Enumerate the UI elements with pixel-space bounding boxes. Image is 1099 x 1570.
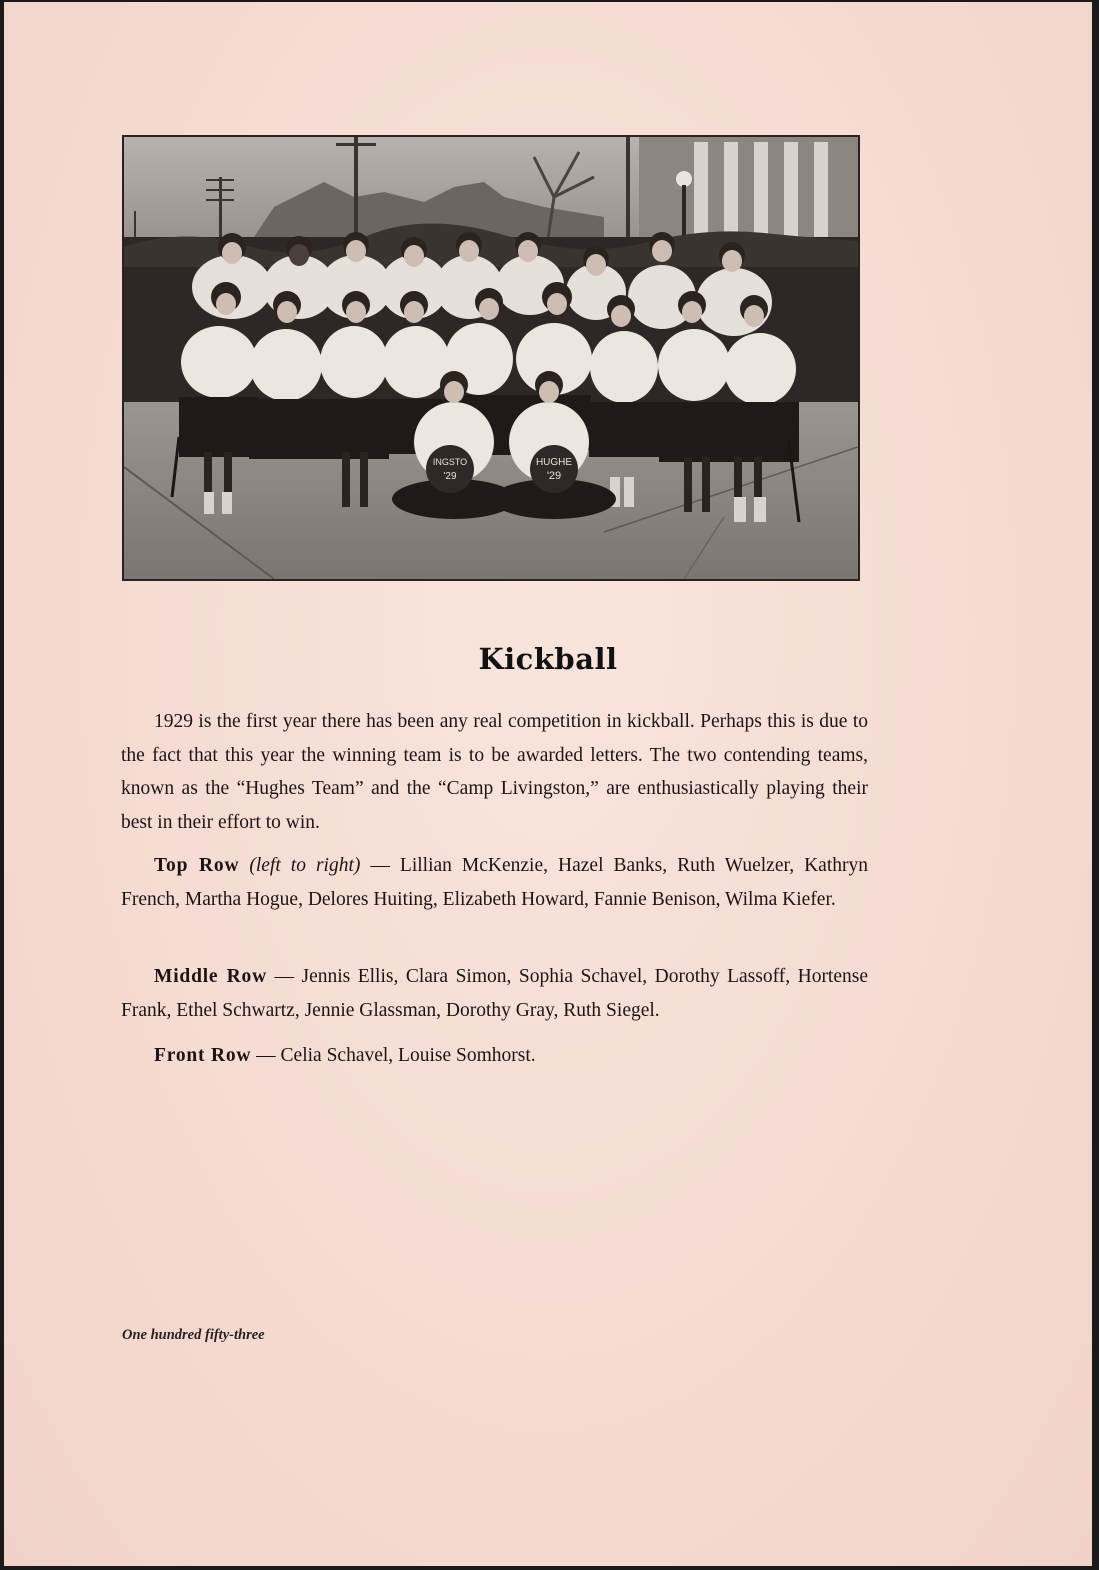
page-title: Kickball: [478, 642, 618, 676]
front-row-names: — Celia Schavel, Louise Somhorst.: [251, 1045, 536, 1066]
top-row-caption: [121, 849, 868, 916]
svg-text:INGSTO: INGSTO: [432, 457, 468, 467]
intro-text: 1929 is the first year there has been any real competition in kickball. Perhaps this is due to the fact that this year the winning team is to be awarded letters. The two contending teams, known as the “Hughes Team” and the “Camp Livingston,” are enthusiastically playing their best in their effort to win.: [121, 711, 868, 833]
yearbook-page: [4, 2, 1092, 1566]
top-row-names: — Lillian McKenzie, Hazel Banks, Ruth Wuelzer, Kathryn French, Martha Hogue, Delores Huiting, Elizabeth Howard, Fannie Benison, Wilma Kiefer.: [121, 855, 868, 910]
top-row-label: Top Row: [154, 855, 240, 876]
kickball-right: [530, 445, 578, 493]
team-photo: [122, 135, 860, 581]
front-row-caption: [121, 1039, 868, 1073]
top-row-direction: (left to right): [249, 855, 361, 876]
kickball-left: [426, 445, 474, 493]
svg-text:HUGHE: HUGHE: [535, 457, 573, 468]
middle-row-label: Middle Row: [154, 966, 267, 987]
middle-row-caption: [121, 960, 868, 1027]
front-row-label: Front Row: [154, 1045, 252, 1066]
page-number: One hundred fifty-three: [122, 1327, 265, 1343]
middle-row-names: — Jennis Ellis, Clara Simon, Sophia Schavel, Dorothy Lassoff, Hortense Frank, Ethel Schwartz, Jennie Glassman, Dorothy Gray, Ruth Siegel.: [121, 966, 869, 1021]
intro-paragraph: [121, 705, 868, 839]
svg-text:'29: '29: [443, 471, 457, 482]
svg-text:'29: '29: [546, 470, 562, 482]
